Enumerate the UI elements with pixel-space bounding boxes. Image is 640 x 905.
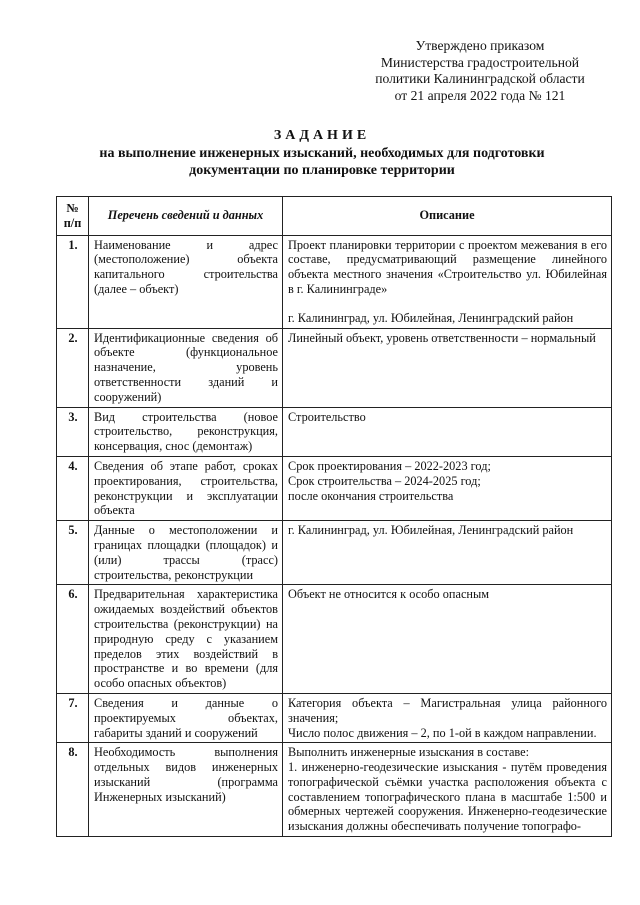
row-number: 8. <box>57 743 89 837</box>
row-name: Идентификационные сведения об объекте (функциональное назначение, уровень ответственности зданий и сооружений) <box>89 328 283 407</box>
description-text: Объект не относится к особо опасным <box>288 587 490 602</box>
table-row <box>57 585 612 694</box>
description-text: Срок строительства – 2024-2025 год; <box>288 473 481 488</box>
row-description <box>283 521 612 585</box>
description-text: Выполнить инженерные изыскания в составе: <box>288 745 530 760</box>
approval-line: Министерства градостроительной <box>380 54 580 70</box>
row-name: Сведения об этапе работ, сроках проектирования, строительства, реконструкции и эксплуатации объекта <box>89 456 283 520</box>
row-name: Предварительная характеристика ожидаемых воздействий объектов строительства (реконструкции) на природную среду с указанием пределов этих воздействий в пространстве и во времени (для особо опасных объектов) <box>89 585 283 694</box>
header-number-line: п/п <box>63 215 82 230</box>
table-row <box>57 743 612 837</box>
row-description <box>283 585 612 694</box>
row-number: 2. <box>57 328 89 407</box>
row-name: Вид строительства (новое строительство, реконструкция, консервация, снос (демонтаж) <box>89 407 283 456</box>
description-text: Строительство <box>288 409 366 424</box>
row-name: Данные о местоположении и границах площадки (площадок) и (или) трассы (трасс) строительства, реконструкции <box>89 521 283 585</box>
description-text: после окончания строительства <box>288 488 454 503</box>
description-text: Срок проектирования – 2022-2023 год; <box>288 458 491 473</box>
description-text: г. Калининград, ул. Юбилейная, Ленинградский район <box>288 310 574 325</box>
row-number: 6. <box>57 585 89 694</box>
row-name: Наименование и адрес (местоположение) объекта капитального строительства (далее – объект) <box>89 235 283 328</box>
document-title <box>40 127 604 179</box>
row-description <box>283 328 612 407</box>
row-number: 1. <box>57 235 89 328</box>
row-description <box>283 693 612 742</box>
row-description <box>283 456 612 520</box>
description-text: Категория объекта – Магистральная улица районного значения; <box>288 695 607 725</box>
row-description <box>283 743 612 837</box>
row-name: Сведения и данные о проектируемых объектах, габариты зданий и сооружений <box>89 693 283 742</box>
header-description: Описание <box>283 197 612 236</box>
description-text: Число полос движения – 2, по 1-ой в каждом направлении. <box>288 725 597 740</box>
table-row <box>57 328 612 407</box>
table-row <box>57 407 612 456</box>
row-number: 5. <box>57 521 89 585</box>
header-number <box>57 197 89 236</box>
header-name: Перечень сведений и данных <box>89 197 283 236</box>
row-number: 3. <box>57 407 89 456</box>
approval-line: от 21 апреля 2022 года № 121 <box>394 87 566 103</box>
table-row <box>57 235 612 328</box>
header-number-line: № <box>66 201 79 215</box>
row-name: Необходимость выполнения отдельных видов инженерных изысканий (программа Инженерных изысканий) <box>89 743 283 837</box>
approval-line: Утверждено приказом <box>415 38 545 53</box>
title-line: документации по планировке территории <box>189 163 455 178</box>
description-text: г. Калининград, ул. Юбилейная, Ленинградский район <box>288 523 574 538</box>
row-number: 4. <box>57 456 89 520</box>
row-description <box>283 235 612 328</box>
requirements-table <box>56 196 612 837</box>
table-row <box>57 456 612 520</box>
table-header-row <box>57 197 612 236</box>
row-number: 7. <box>57 693 89 742</box>
table-row <box>57 521 612 585</box>
title-line: на выполнение инженерных изысканий, необходимых для подготовки <box>99 146 545 161</box>
description-text: Проект планировки территории с проектом межевания в его составе, предусматривающий размещение линейного объекта местного значения «Строительство ул. Юбилейная в г. Калининграде» <box>288 237 607 296</box>
approval-line: политики Калининградской области <box>375 71 585 86</box>
table-row <box>57 693 612 742</box>
title-main: ЗАДАНИЕ <box>273 128 371 143</box>
approval-block <box>355 38 605 104</box>
description-text: Линейный объект, уровень ответственности – нормальный <box>288 330 596 345</box>
row-description <box>283 407 612 456</box>
description-text: 1. инженерно-геодезические изыскания - путём проведения топографической съёмки участка расположения объекта с составлением топографического плана в масштабе 1:500 и обмерных чертежей сооружения. Инженерно-геодезические изыскания должны обеспечивать получение топографо- <box>288 760 607 834</box>
